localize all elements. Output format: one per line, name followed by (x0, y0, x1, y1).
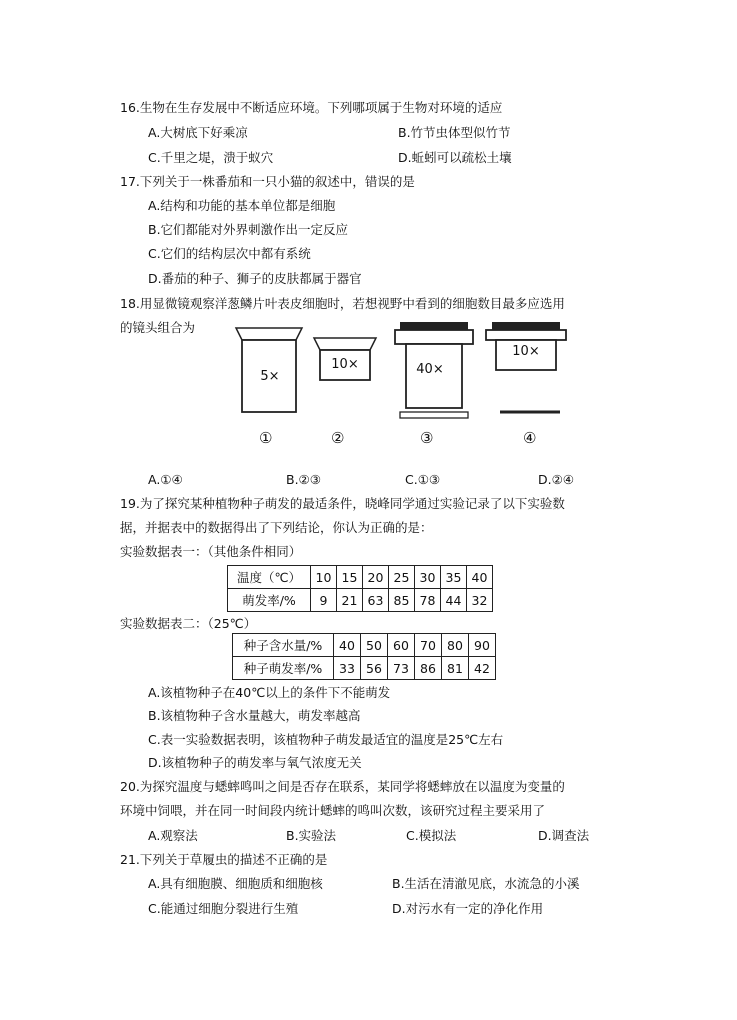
lens-2-number: ② (331, 429, 345, 447)
lens-4-label: 10× (512, 344, 540, 359)
table-cell: 30 (415, 566, 441, 589)
q16-stem: 16.生物在生存发展中不断适应环境。下列哪项属于生物对环境的适应 (120, 100, 503, 115)
table-cell: 60 (388, 634, 415, 657)
q20-stem-line2: 环境中饲喂，并在同一时间段内统计蟋蟀的鸣叫次数，该研究过程主要采用了 (120, 803, 546, 818)
table2-title: 实验数据表二：（25℃） (120, 616, 257, 631)
germination-temperature-table (227, 565, 493, 612)
table-header: 温度（℃） (228, 566, 311, 589)
q17-option-b: B.它们都能对外界刺激作出一定反应 (148, 222, 349, 237)
table-cell: 32 (467, 589, 493, 612)
table-cell: 35 (441, 566, 467, 589)
table-cell: 90 (469, 634, 496, 657)
q17-option-c: C.它们的结构层次中都有系统 (148, 246, 311, 261)
table-cell: 15 (337, 566, 363, 589)
table-cell: 81 (442, 657, 469, 680)
q20-option-d: D.调查法 (538, 828, 590, 843)
q18-option-a: A.①④ (148, 472, 183, 487)
lens-1-label: 5× (260, 369, 280, 384)
lens-2-label: 10× (331, 357, 359, 372)
table-cell: 80 (442, 634, 469, 657)
table-header: 种子含水量/% (233, 634, 334, 657)
lens-4-number: ④ (523, 429, 537, 447)
q16-option-b: B.竹节虫体型似竹节 (398, 125, 511, 140)
q19-option-b: B.该植物种子含水量越大，萌发率越高 (148, 708, 361, 723)
table1-title: 实验数据表一：（其他条件相同） (120, 544, 302, 559)
lens-1-number: ① (259, 429, 273, 447)
table-cell: 9 (311, 589, 337, 612)
table-row (228, 566, 493, 589)
table-cell: 78 (415, 589, 441, 612)
q20-stem-line1: 20.为探究温度与蟋蟀鸣叫之间是否存在联系，某同学将蟋蟀放在以温度为变量的 (120, 779, 565, 794)
table-cell: 20 (363, 566, 389, 589)
table-cell: 44 (441, 589, 467, 612)
q18-stem-line2: 的镜头组合为 (120, 320, 196, 335)
q18-option-b: B.②③ (286, 472, 321, 487)
table-row (233, 657, 496, 680)
objective-10x (486, 322, 566, 412)
table-cell: 33 (334, 657, 361, 680)
table-header: 萌发率/% (228, 589, 311, 612)
q20-option-c: C.模拟法 (406, 828, 457, 843)
lens-3-label: 40× (416, 362, 444, 377)
table-cell: 50 (361, 634, 388, 657)
q16-option-d: D.蚯蚓可以疏松土壤 (398, 150, 512, 165)
q19-stem-line2: 据，并据表中的数据得出了下列结论，你认为正确的是： (120, 520, 433, 535)
q18-option-c: C.①③ (405, 472, 441, 487)
table-header: 种子萌发率/% (233, 657, 334, 680)
lens-3-number: ③ (420, 429, 434, 447)
table-cell: 86 (415, 657, 442, 680)
q21-option-b: B.生活在清澈见底，水流急的小溪 (392, 876, 580, 891)
q21-stem: 21.下列关于草履虫的描述不正确的是 (120, 852, 328, 867)
table-cell: 40 (467, 566, 493, 589)
germination-moisture-table (232, 633, 496, 680)
table-cell: 10 (311, 566, 337, 589)
table-cell: 42 (469, 657, 496, 680)
table-cell: 85 (389, 589, 415, 612)
table-cell: 73 (388, 657, 415, 680)
table-cell: 40 (334, 634, 361, 657)
q19-option-a: A.该植物种子在40℃以上的条件下不能萌发 (148, 685, 391, 700)
q18-stem-line1: 18.用显微镜观察洋葱鳞片叶表皮细胞时，若想视野中看到的细胞数目最多应选用 (120, 296, 565, 311)
q17-stem: 17.下列关于一株番茄和一只小猫的叙述中，错误的是 (120, 174, 415, 189)
q18-option-d: D.②④ (538, 472, 575, 487)
q17-option-d: D.番茄的种子、狮子的皮肤都属于器官 (148, 271, 362, 286)
table-cell: 25 (389, 566, 415, 589)
q21-option-a: A.具有细胞膜、细胞质和细胞核 (148, 876, 323, 891)
q16-option-c: C.千里之堤，溃于蚁穴 (148, 150, 274, 165)
q20-option-b: B.实验法 (286, 828, 337, 843)
q19-stem-line1: 19.为了探究某种植物种子萌发的最适条件，晓峰同学通过实验记录了以下实验数 (120, 496, 565, 511)
q17-option-a: A.结构和功能的基本单位都是细胞 (148, 198, 336, 213)
table-cell: 21 (337, 589, 363, 612)
q21-option-d: D.对污水有一定的净化作用 (392, 901, 544, 916)
table-cell: 63 (363, 589, 389, 612)
q16-option-a: A.大树底下好乘凉 (148, 125, 248, 140)
q21-option-c: C.能通过细胞分裂进行生殖 (148, 901, 299, 916)
table-cell: 56 (361, 657, 388, 680)
q19-option-d: D.该植物种子的萌发率与氧气浓度无关 (148, 755, 362, 770)
table-row (228, 589, 493, 612)
table-cell: 70 (415, 634, 442, 657)
q20-option-a: A.观察法 (148, 828, 198, 843)
q19-option-c: C.表一实验数据表明，该植物种子萌发最适宜的温度是25℃左右 (148, 732, 504, 747)
table-row (233, 634, 496, 657)
